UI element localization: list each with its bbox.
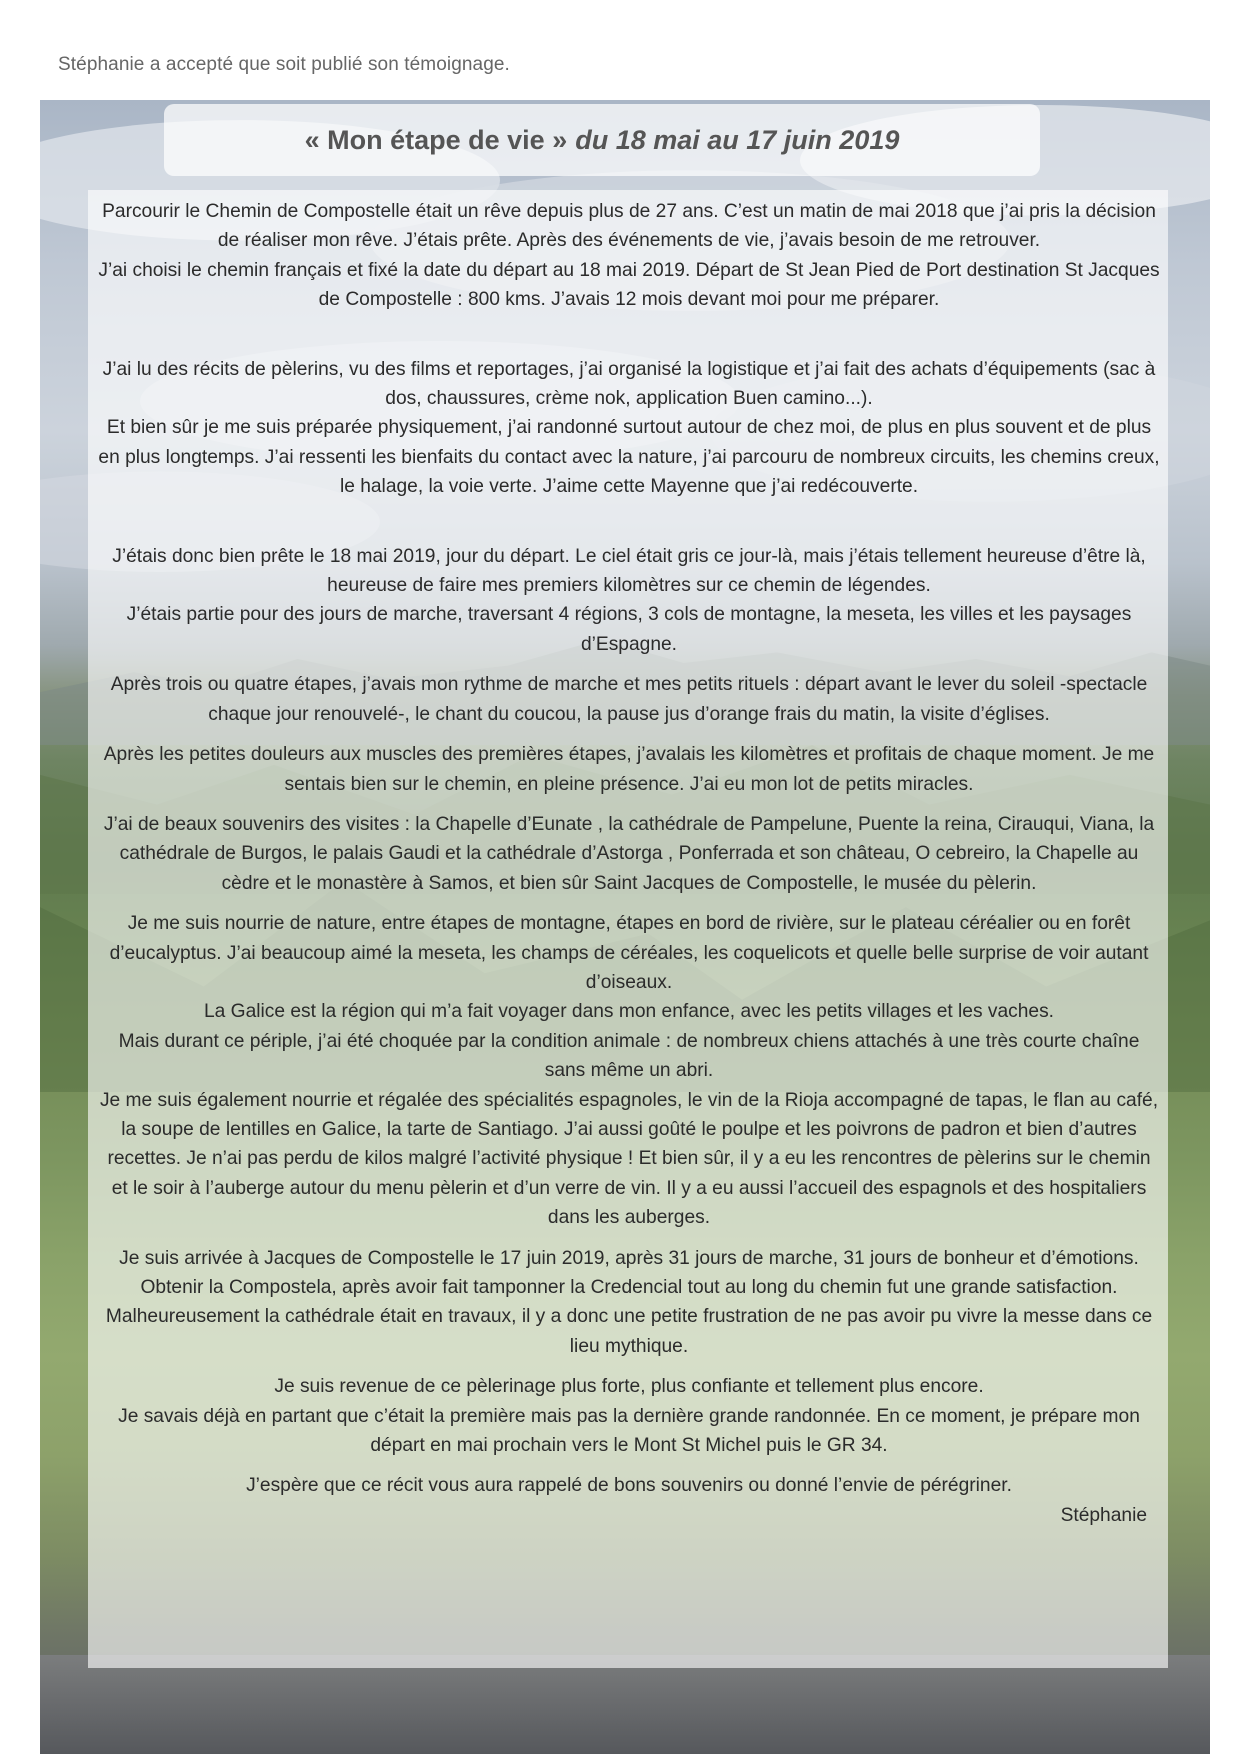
road-foreground (40, 1655, 1210, 1754)
paragraph: Je suis revenue de ce pèlerinage plus forte, plus confiante et tellement plus encore. (274, 1376, 984, 1398)
paragraph: J’ai de beaux souvenirs des visites : la Chapelle d’Eunate , la cathédrale de Pampelune, Puente la reina, Cirauqui, Viana, la cathédrale de Burgos, le palais Gaudi et la cathédrale d’Astorga , Ponferrada et son château, O cebreiro, la Chapelle au cèdre et le monastère à Samos, et bien sûr Saint Jacques de Compostelle, le musée du pèlerin. (103, 813, 1155, 894)
paragraph: Je me suis nourrie de nature, entre étapes de montagne, étapes en bord de rivière, sur le plateau céréalier ou en forêt d’eucalyptus. J’ai beaucoup aimé la meseta, les champs de céréales, les coquelicots et quelle belle surprise de voir autant d’oiseaux. (109, 913, 1149, 993)
title-main: « Mon étape de vie » (304, 124, 568, 155)
paragraph: La Galice est la région qui m’a fait voyager dans mon enfance, avec les petits villages et les vaches. (203, 1001, 1055, 1023)
paragraph: J’ai choisi le chemin français et fixé la date du départ au 18 mai 2019. Départ de St Jean Pied de Port destination St Jacques de Compostelle : 800 kms. J’avais 12 mois devant moi pour me préparer. (98, 259, 1160, 311)
paragraph: Et bien sûr je me suis préparée physiquement, j’ai randonné surtout autour de chez moi, de plus en plus souvent et de plus en plus longtemps. J’ai ressenti les bienfaits du contact avec la nature, j’ai parcouru de nombreux circuits, les chemins creux, le halage, la voie verte. J’aime cette Mayenne que j’ai redécouverte. (98, 417, 1160, 498)
paragraph: J’espère que ce récit vous aura rappelé de bons souvenirs ou donné l’envie de pérégriner. (246, 1475, 1012, 1497)
paragraph: Je suis arrivée à Jacques de Compostelle le 17 juin 2019, après 31 jours de marche, 31 jours de bonheur et d’émotions. Obtenir la Compostela, après avoir fait tamponner la Credencial tout au long du chemin fut une grande satisfaction. Malheureusement la cathédrale était en travaux, il y a donc une petite frustration de ne pas avoir pu vivre la messe dans ce lieu mythique. (105, 1247, 1153, 1357)
signature: Stéphanie (1060, 1504, 1147, 1526)
consent-note: Stéphanie a accepté que soit publié son témoignage. (58, 54, 510, 75)
paragraph: Mais durant ce périple, j’ai été choquée par la condition animale : de nombreux chiens attachés à une très courte chaîne sans même un abri. (118, 1030, 1140, 1082)
paragraph: Après trois ou quatre étapes, j’avais mon rythme de marche et mes petits rituels : départ avant le lever du soleil -spectacle chaque jour renouvelé-, le chant du coucou, la pause jus d’orange frais du matin, la visite d’églises. (110, 674, 1148, 725)
testimony-body (97, 197, 1161, 1530)
paragraph: J’étais partie pour des jours de marche, traversant 4 régions, 3 cols de montagne, la meseta, les villes et les paysages d’Espagne. (126, 604, 1132, 655)
title-banner (164, 104, 1040, 176)
paragraph: Je me suis également nourrie et régalée des spécialités espagnoles, le vin de la Rioja accompagné de tapas, le flan au café, la soupe de lentilles en Galice, la tarte de Santiago. J’ai aussi goûté le poulpe et les poivrons de padron et bien d’autres recettes. Je n’ai pas perdu de kilos malgré l’activité physique ! Et bien sûr, il y a eu les rencontres de pèlerins sur le chemin et le soir à l’auberge autour du menu pèlerin et d’un verre de vin. Il y a eu aussi l’accueil des espagnols et des hospitaliers dans les auberges. (99, 1089, 1159, 1229)
paragraph: Après les petites douleurs aux muscles des premières étapes, j’avalais les kilomètres et profitais de chaque moment. Je me sentais bien sur le chemin, en pleine présence. J’ai eu mon lot de petits miracles. (103, 744, 1155, 795)
paragraph: Parcourir le Chemin de Compostelle était un rêve depuis plus de 27 ans. C’est un matin de mai 2018 que j’ai pris la décision de réaliser mon rêve. J’étais prête. Après des événements de vie, j’avais besoin de me retrouver. (102, 201, 1156, 252)
title-dates: du 18 mai au 17 juin 2019 (575, 124, 900, 155)
paragraph: J’étais donc bien prête le 18 mai 2019, jour du départ. Le ciel était gris ce jour-là, mais j’étais tellement heureuse d’être là, heureuse de faire mes premiers kilomètres sur ce chemin de légendes. (112, 545, 1146, 597)
paragraph: Je savais déjà en partant que c’était la première mais pas la dernière grande randonnée. En ce moment, je prépare mon départ en mai prochain vers le Mont St Michel puis le GR 34. (118, 1405, 1140, 1457)
paragraph: J’ai lu des récits de pèlerins, vu des films et reportages, j’ai organisé la logistique et j’ai fait des achats d’équipements (sac à dos, chaussures, crème nok, application Buen camino...). (102, 358, 1156, 410)
